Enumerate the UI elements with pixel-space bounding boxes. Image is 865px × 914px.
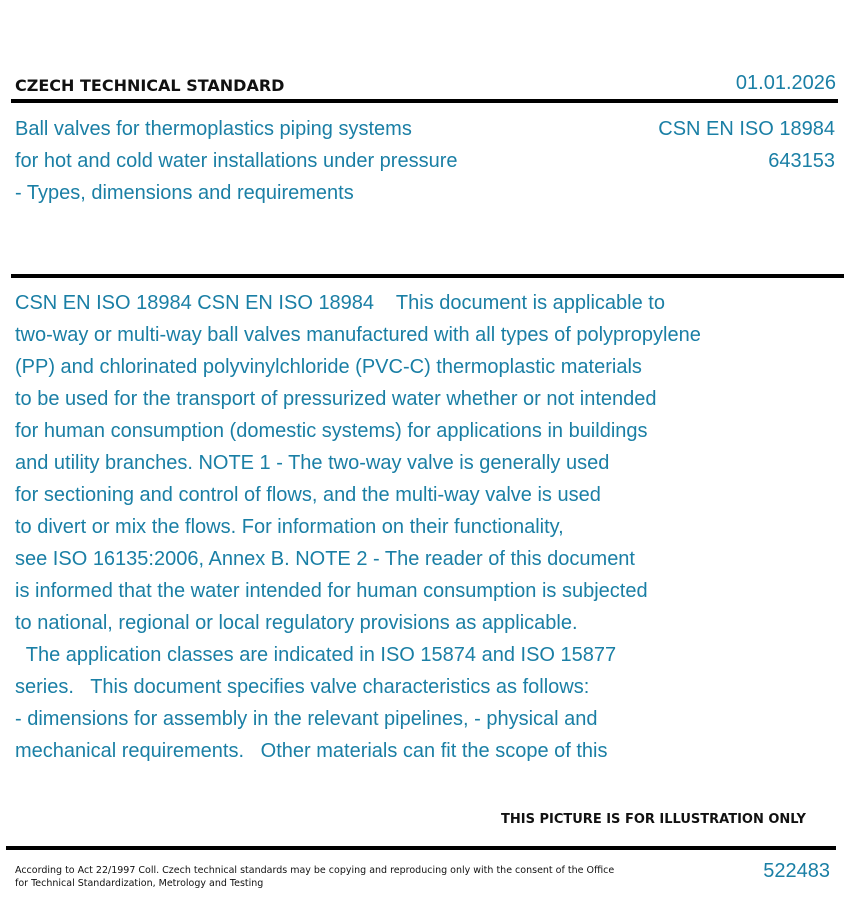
abstract-line: is informed that the water intended for human consumption is subjected — [15, 580, 648, 602]
abstract-line: The application classes are indicated in ISO 15874 and ISO 15877 — [15, 644, 617, 666]
title-divider — [11, 274, 844, 278]
standard-title — [15, 113, 457, 209]
abstract-line: - dimensions for assembly in the relevant pipelines, - physical and — [15, 708, 598, 730]
abstract-line: CSN EN ISO 18984 CSN EN ISO 18984 This document is applicable to — [15, 292, 665, 314]
illustration-note: THIS PICTURE IS FOR ILLUSTRATION ONLY — [501, 812, 806, 827]
abstract-line: two-way or multi-way ball valves manufactured with all types of polypropylene — [15, 324, 701, 346]
document-type: CZECH TECHNICAL STANDARD — [15, 76, 285, 95]
catalog-number: 522483 — [763, 860, 830, 882]
standard-identification — [658, 113, 835, 177]
class-code: 643153 — [768, 150, 835, 172]
issue-date: 01.01.2026 — [735, 72, 836, 94]
legal-line: According to Act 22/1997 Coll. Czech technical standards may be copying and reproducing only with the consent of the Office — [15, 865, 615, 876]
abstract-text — [15, 287, 701, 767]
footer-divider — [6, 846, 836, 850]
title-line: Ball valves for thermoplastics piping systems — [15, 118, 412, 140]
standard-number: CSN EN ISO 18984 — [658, 118, 835, 140]
abstract-line: to national, regional or local regulatory provisions as applicable. — [15, 612, 578, 634]
abstract-line: series. This document specifies valve characteristics as follows: — [15, 676, 590, 698]
abstract-line: mechanical requirements. Other materials can fit the scope of this — [15, 740, 608, 762]
legal-line: for Technical Standardization, Metrology and Testing — [15, 878, 264, 889]
abstract-line: to divert or mix the flows. For information on their functionality, — [15, 516, 564, 538]
abstract-line: for sectioning and control of flows, and the multi-way valve is used — [15, 484, 601, 506]
header-divider — [11, 99, 838, 103]
legal-notice — [15, 864, 615, 890]
abstract-line: (PP) and chlorinated polyvinylchloride (PVC-C) thermoplastic materials — [15, 356, 642, 378]
title-line: - Types, dimensions and requirements — [15, 182, 354, 204]
abstract-line: see ISO 16135:2006, Annex B. NOTE 2 - The reader of this document — [15, 548, 635, 570]
abstract-line: to be used for the transport of pressurized water whether or not intended — [15, 388, 657, 410]
title-line: for hot and cold water installations under pressure — [15, 150, 458, 172]
abstract-line: for human consumption (domestic systems) for applications in buildings — [15, 420, 648, 442]
abstract-line: and utility branches. NOTE 1 - The two-way valve is generally used — [15, 452, 610, 474]
